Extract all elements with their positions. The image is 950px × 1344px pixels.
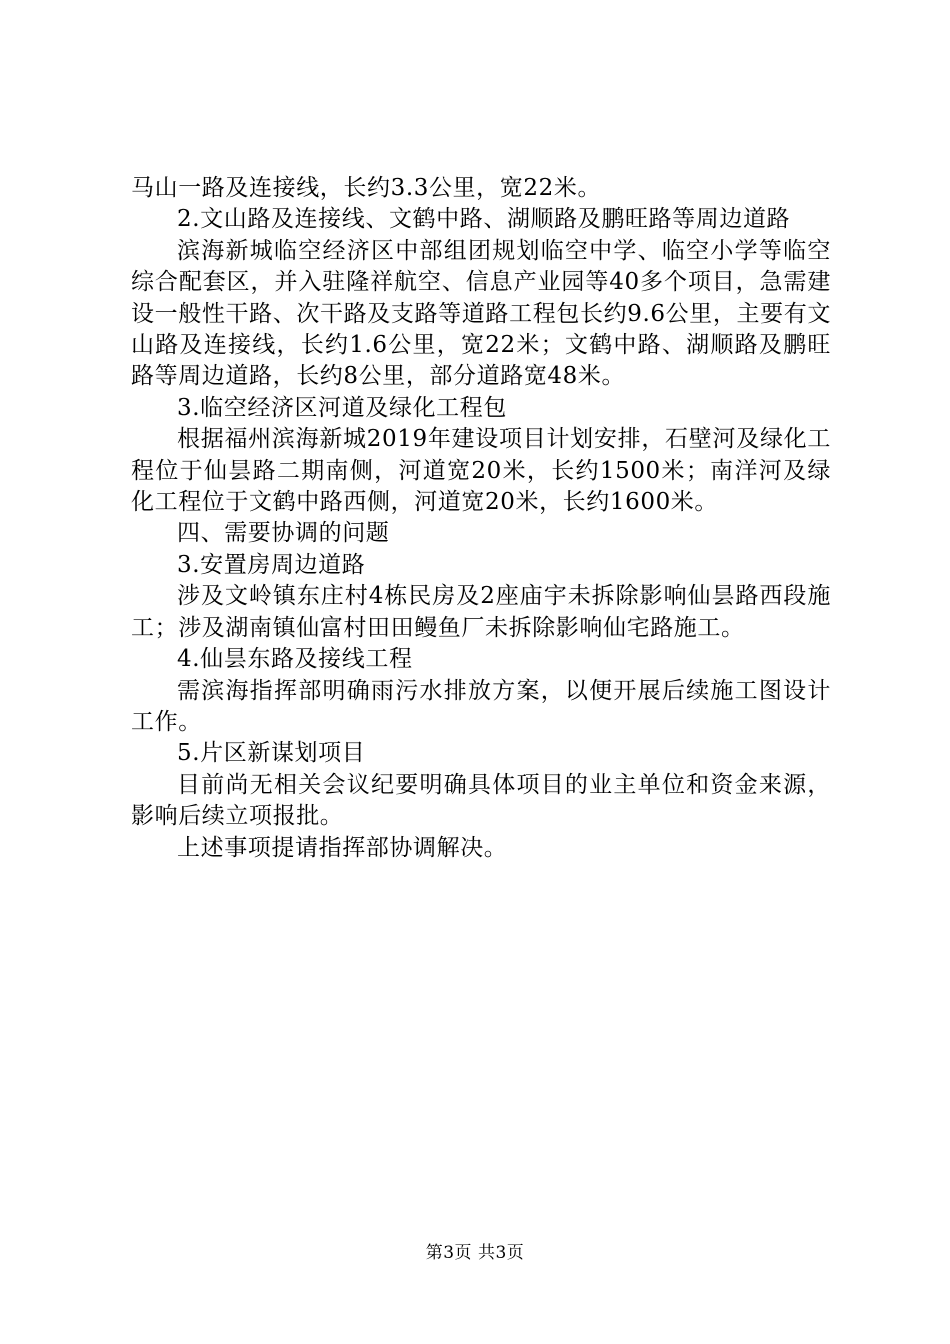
paragraph: 涉及文岭镇东庄村4栋民房及2座庙宇未拆除影响仙昙路西段施工；涉及湖南镇仙富村田田鳗鱼厂未拆除影响仙宅路施工。 <box>131 583 831 641</box>
section-heading: 2.文山路及连接线、文鹤中路、湖顺路及鹏旺路等周边道路 <box>177 206 791 233</box>
page-footer: 第3页 共3页 <box>425 1243 525 1263</box>
document-body <box>131 173 831 864</box>
paragraph: 马山一路及连接线，长约3.3公里，宽22米。 <box>131 175 602 201</box>
section-heading: 3.临空经济区河道及绿化工程包 <box>177 394 507 421</box>
paragraph: 滨海新城临空经济区中部组团规划临空中学、临空小学等临空综合配套区，并入驻隆祥航空、信息产业园等40多个项目，急需建设一般性干路、次干路及支路等道路工程包长约9.6公里，主要有文山路及连接线，长约1.6公里，宽22米；文鹤中路、湖顺路及鹏旺路等周边道路，长约8公里，部分道路宽48米。 <box>131 237 831 390</box>
closing-paragraph: 上述事项提请指挥部协调解决。 <box>177 834 508 861</box>
paragraph: 目前尚无相关会议纪要明确具体项目的业主单位和资金来源，影响后续立项报批。 <box>131 771 831 830</box>
section-heading: 4.仙昙东路及接线工程 <box>177 646 413 673</box>
section-heading: 5.片区新谋划项目 <box>177 740 366 767</box>
paragraph: 需滨海指挥部明确雨污水排放方案，以便开展后续施工图设计工作。 <box>131 677 831 735</box>
chapter-heading: 四、需要协调的问题 <box>177 520 390 547</box>
paragraph: 根据福州滨海新城2019年建设项目计划安排，石壁河及绿化工程位于仙昙路二期南侧，河道宽20米，长约1500米；南洋河及绿化工程位于文鹤中路西侧，河道宽20米，长约1600米。 <box>131 426 831 516</box>
section-heading: 3.安置房周边道路 <box>177 551 366 578</box>
